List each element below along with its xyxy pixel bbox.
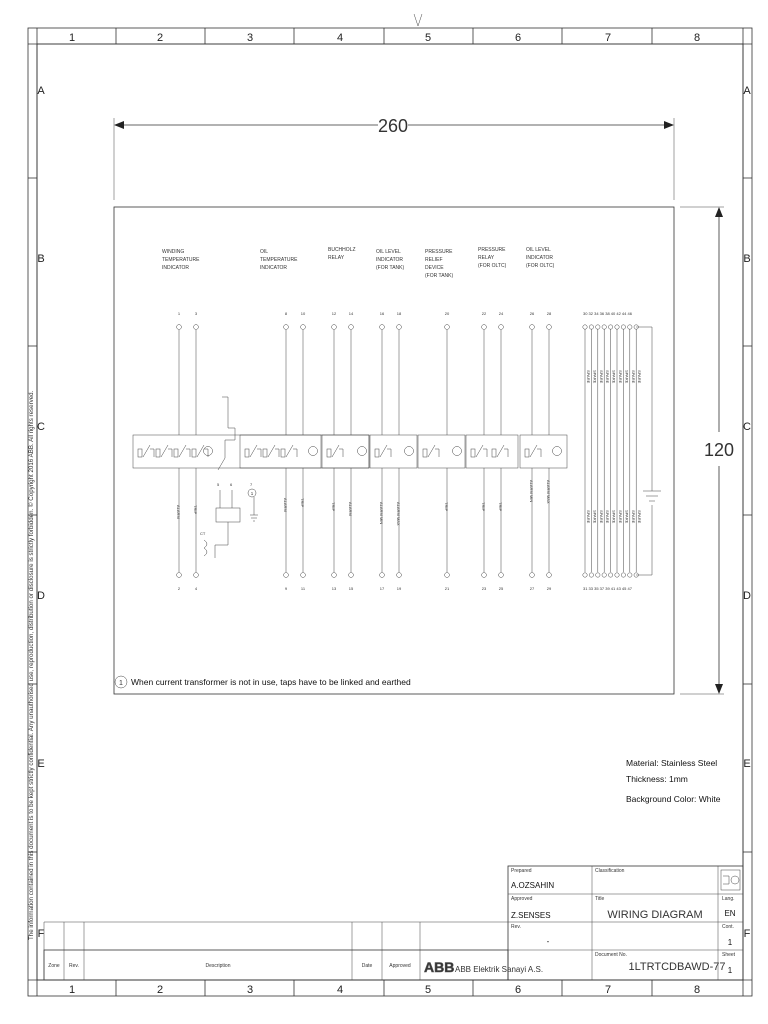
footnote-marker: 1 [119,680,123,687]
terminal-bottom [194,573,199,578]
contact-label: ALARM [348,502,353,516]
svg-text:OIL: OIL [260,249,269,255]
col-label: 3 [246,984,254,996]
contact-label: TRIP [481,502,486,512]
rev-col-rev: Rev. [69,963,79,969]
contact-terminal-block [156,449,160,457]
company-name: ABB Elektrik Sanayi A.S. [455,965,544,974]
contact-label: TRIP [193,505,198,515]
terminal-top [482,325,487,330]
spare-terminal-top [596,325,600,329]
terminal-number: 16 [379,311,385,316]
spare-terminal-bottom [621,573,625,577]
contact-label: TRIP [331,502,336,512]
spare-label: SPARE [611,510,617,524]
row-label: D [743,590,751,602]
spare-label: SPARE [624,370,630,384]
terminal-bottom [380,573,385,578]
ct-terminal: 5 [217,482,220,487]
col-label: 6 [514,32,522,44]
footnote [115,676,411,688]
terminal-top [194,325,199,330]
terminal-number: 17 [379,586,385,591]
spare-terminal-bottom [589,573,593,577]
device-label-buchholz-relay [328,247,356,261]
row-label: A [37,85,45,97]
spare-label: SPARE [624,510,630,524]
spare-terminal-numbers: 31 33 35 37 39 41 43 45 47 [583,586,632,591]
spare-label: SPARE [598,510,604,524]
device-label-pressure-relief-device [425,249,453,279]
terminal-number: 2 [177,586,181,591]
spare-terminal-top [583,325,587,329]
indicator-symbol [358,447,367,456]
height-dimension [680,207,734,694]
material-notes [626,758,721,804]
switch-contact [380,445,391,457]
col-label: 7 [604,984,612,996]
ct-label: CT [200,531,206,536]
terminal-top [547,325,552,330]
terminal-number: 10 [300,311,306,316]
material-note: Background Color: White [626,794,721,804]
title-value: WIRING DIAGRAM [607,909,703,921]
footnote-text: When current transformer is not in use, taps have to be linked and earthed [131,677,411,687]
approved-value: Z.SENSES [511,911,551,920]
row-label: E [743,758,751,770]
earth-icon [643,491,661,501]
oil-temp-contact-box [240,435,321,468]
col-label: 4 [336,984,344,996]
terminal-bottom [397,573,402,578]
spare-terminal-top [608,325,612,329]
svg-text:DEVICE: DEVICE [425,265,444,271]
terminal-number: 1 [177,311,181,316]
terminal-bottom [284,573,289,578]
row-label: C [743,421,751,433]
col-label: 3 [246,32,254,44]
col-label: 7 [604,32,612,44]
spare-terminal-top [602,325,606,329]
lang-label: Lang. [722,896,735,902]
device-label-oil-temperature-indicator [260,249,298,271]
device-labels [162,247,555,279]
spare-label: SPARE [637,370,643,384]
terminal-bottom [482,573,487,578]
terminal-numbers-top [178,311,633,316]
terminal-number: 24 [498,311,504,316]
indicator-symbol [453,447,462,456]
spare-label: SPARE [605,370,611,384]
earth-wire [636,327,652,491]
svg-text:INDICATOR: INDICATOR [376,257,404,263]
spare-terminal-bottom [596,573,600,577]
contact-label: ALARM MIN [379,502,384,525]
ct-terminal: 7 [250,482,253,487]
col-label: 5 [424,984,432,996]
svg-text:PRESSURE: PRESSURE [425,249,453,255]
abb-logo: ABB [424,959,455,975]
ct-wire [215,522,228,558]
contact-terminal-block [263,449,267,457]
svg-text:INDICATOR: INDICATOR [260,265,288,271]
spare-terminal-bottom [583,573,587,577]
spare-labels [586,370,642,524]
contact-label: ALARM [283,498,288,512]
contact-terminal-block [174,449,178,457]
contact-label: TRIP [444,502,449,512]
column-labels-top [69,32,700,44]
spare-terminal-bottom [615,573,619,577]
terminal-number: 20 [444,311,450,316]
svg-text:TEMPERATURE: TEMPERATURE [260,257,298,263]
row-label: C [37,421,45,433]
contact-terminal-block [471,449,475,457]
switch-contact [268,445,279,457]
width-dimension-value: 260 [377,116,409,136]
svg-text:(FOR TANK): (FOR TANK) [376,265,405,271]
device-label-winding-temperature-indicator [162,249,200,271]
spare-label: SPARE [605,510,611,524]
spare-label: SPARE [618,370,623,384]
row-labels-right [743,85,751,940]
switch-contact [179,445,190,457]
row-label: B [743,253,751,265]
contact-label: ALARM MIN [529,480,534,503]
terminal-top [284,325,289,330]
row-labels-left [37,85,45,940]
svg-text:(FOR OLTC): (FOR OLTC) [478,263,507,269]
width-dimension [114,116,674,200]
switch-contact [530,445,541,457]
prepared-label: Prepared [511,868,532,874]
terminal-bottom [301,573,306,578]
title-label: Title [595,896,605,902]
svg-text:INDICATOR: INDICATOR [162,265,190,271]
col-label: 1 [68,32,76,44]
material-note: Thickness: 1mm [626,774,688,784]
col-label: 2 [156,32,164,44]
terminal-number: 23 [481,586,487,591]
row-label: D [37,590,45,602]
ct-terminal: 6 [230,482,233,487]
terminal-top [177,325,182,330]
company-block [424,959,543,975]
col-label: 2 [156,984,164,996]
terminal-top [445,325,450,330]
terminal-number: 13 [331,586,337,591]
terminal-number: 27 [529,586,535,591]
terminal-number: 14 [348,311,354,316]
spare-terminal-bottom [608,573,612,577]
contact-terminal-block [327,449,331,457]
spare-label: SPARE [586,370,591,384]
col-label: 5 [424,32,432,44]
spare-label: SPARE [592,370,598,384]
terminal-numbers-bottom [178,586,633,591]
terminal-bottom [547,573,552,578]
spare-label: SPARE [630,510,636,524]
switch-contact [476,445,487,457]
sheet-label: Sheet [722,952,736,958]
material-note: Material: Stainless Steel [626,758,718,768]
terminal-bottom [530,573,535,578]
contact-terminal-block [245,449,249,457]
terminal-number: 8 [284,311,288,316]
terminal-number: 21 [444,586,450,591]
terminal-bottom [349,573,354,578]
terminal-bottom [177,573,182,578]
ct-link [218,397,235,470]
svg-text:RELAY: RELAY [478,255,495,261]
revision-symbol-icon [721,870,740,890]
switch-contact [428,445,439,457]
column-labels-bottom [69,984,700,996]
spare-terminal-top [615,325,619,329]
label-plate [114,207,674,694]
drawing-frame [28,14,752,996]
indicator-symbol [405,447,414,456]
spare-label: SPARE [586,510,591,524]
classification-label: Classification [595,868,625,874]
wiring-schematic [133,325,661,578]
ct-winding [204,540,207,556]
contact-terminal-block [423,449,427,457]
ct-marker: 1 [250,491,254,496]
contact-label: TRIP [300,498,305,508]
terminal-number: 18 [396,311,402,316]
terminal-number: 25 [498,586,504,591]
contact-terminal-block [281,449,285,457]
terminal-number: 26 [529,311,535,316]
switch-contact [332,445,343,457]
oil-level-tank-contact-box [370,435,417,468]
row-label: A [743,85,751,97]
row-label: E [37,758,45,770]
cont-label: Cont. [722,924,734,930]
contact-label: ALARM MAX [546,480,551,504]
col-label: 1 [68,984,76,996]
row-label: F [743,928,751,940]
terminal-number: 29 [546,586,552,591]
terminal-top [530,325,535,330]
buchholz-contact-box [322,435,369,468]
contact-label: TRIP [498,502,503,512]
svg-text:RELIEF: RELIEF [425,257,443,263]
sheet-value: 1 [727,966,733,975]
rev-label: Rev. [511,924,521,930]
spare-label: SPARE [598,370,604,384]
spare-terminal-bottom [628,573,632,577]
pressure-relief-contact-box [418,435,465,468]
svg-text:OIL LEVEL: OIL LEVEL [376,249,401,255]
spare-terminal-top [621,325,625,329]
row-label: B [37,253,45,265]
switch-contact [286,445,297,457]
document-label: Document No. [595,952,627,958]
rev-col-date: Date [361,963,373,969]
switch-contact [143,445,154,457]
col-label: 8 [693,32,701,44]
terminal-number: 19 [396,586,402,591]
device-label-oil-level-indicator-oltc [526,247,555,269]
switch-contact [497,445,508,457]
rev-col-zone: Zone [48,963,60,969]
col-label: 8 [693,984,701,996]
contact-terminal-block [492,449,496,457]
terminal-bottom [499,573,504,578]
svg-text:(FOR TANK): (FOR TANK) [425,273,454,279]
svg-text:INDICATOR: INDICATOR [526,255,554,261]
contact-terminal-block [525,449,529,457]
col-label: 6 [514,984,522,996]
terminal-top [397,325,402,330]
approved-label: Approved [511,896,533,902]
cont-value: 1 [727,938,733,947]
spare-terminal-bottom [602,573,606,577]
contact-terminal-block [192,449,196,457]
spare-terminal-numbers: 30 32 34 36 38 40 42 44 46 [583,311,632,316]
lang-value: EN [724,909,736,918]
terminal-number: 4 [194,586,198,591]
row-label: F [37,928,45,940]
terminal-top [349,325,354,330]
copyright-notice: The information contained in this document is to be kept strictly confidential. Any unauthorised use, reproduction, distribution or disclosure is strictly forbidden. © Copyright 2016 ABB. All rights reserved. [28,390,35,940]
indicator-symbol [309,447,318,456]
indicator-symbol [553,447,562,456]
svg-text:RELAY: RELAY [328,255,345,261]
spare-label: SPARE [630,370,636,384]
svg-text:WINDING: WINDING [162,249,185,255]
device-label-oil-level-indicator-tank [376,249,404,271]
switch-contact [250,445,261,457]
height-dimension-value: 120 [703,440,735,460]
rev-value: - [546,937,550,946]
winding-temp-contact-box [133,435,369,468]
oil-level-oltc-contact-box [520,435,567,468]
title-block [508,866,743,980]
ct-wire [220,490,254,515]
terminal-top [301,325,306,330]
spare-label: SPARE [611,370,617,384]
svg-text:(FOR OLTC): (FOR OLTC) [526,263,555,269]
terminal-bottom [332,573,337,578]
spare-label: SPARE [618,510,623,524]
spare-label: SPARE [592,510,598,524]
device-label-pressure-relay-oltc [478,247,507,269]
svg-text:PRESSURE: PRESSURE [478,247,506,253]
contact-terminal-block [138,449,142,457]
contact-label: ALARM MAX [396,502,401,526]
terminal-bottom [445,573,450,578]
contact-terminal-block [375,449,379,457]
col-label: 4 [336,32,344,44]
terminal-number: 3 [194,311,198,316]
switch-contact [161,445,172,457]
terminal-number: 22 [481,311,487,316]
terminal-top [380,325,385,330]
terminal-number: 12 [331,311,337,316]
ct-earth-symbol [250,515,258,521]
terminal-number: 28 [546,311,552,316]
document-value: 1LTRTCDBAWD-77 [628,961,726,973]
row-dividers [28,178,752,852]
spare-label: SPARE [637,510,643,524]
terminal-top [332,325,337,330]
rev-col-description: Description [205,963,231,969]
terminal-number: 9 [284,586,288,591]
rev-col-approved: Approved [389,963,411,969]
svg-text:TEMPERATURE: TEMPERATURE [162,257,200,263]
svg-text:BUCHHOLZ: BUCHHOLZ [328,247,356,253]
contact-label: ALARM [176,505,181,519]
prepared-value: A.OZSAHIN [511,881,555,890]
svg-text:OIL LEVEL: OIL LEVEL [526,247,551,253]
spare-terminal-top [589,325,593,329]
ct-coil [216,508,240,522]
spare-terminal-top [628,325,632,329]
terminal-number: 15 [348,586,354,591]
terminal-top [499,325,504,330]
terminal-number: 11 [300,586,306,591]
